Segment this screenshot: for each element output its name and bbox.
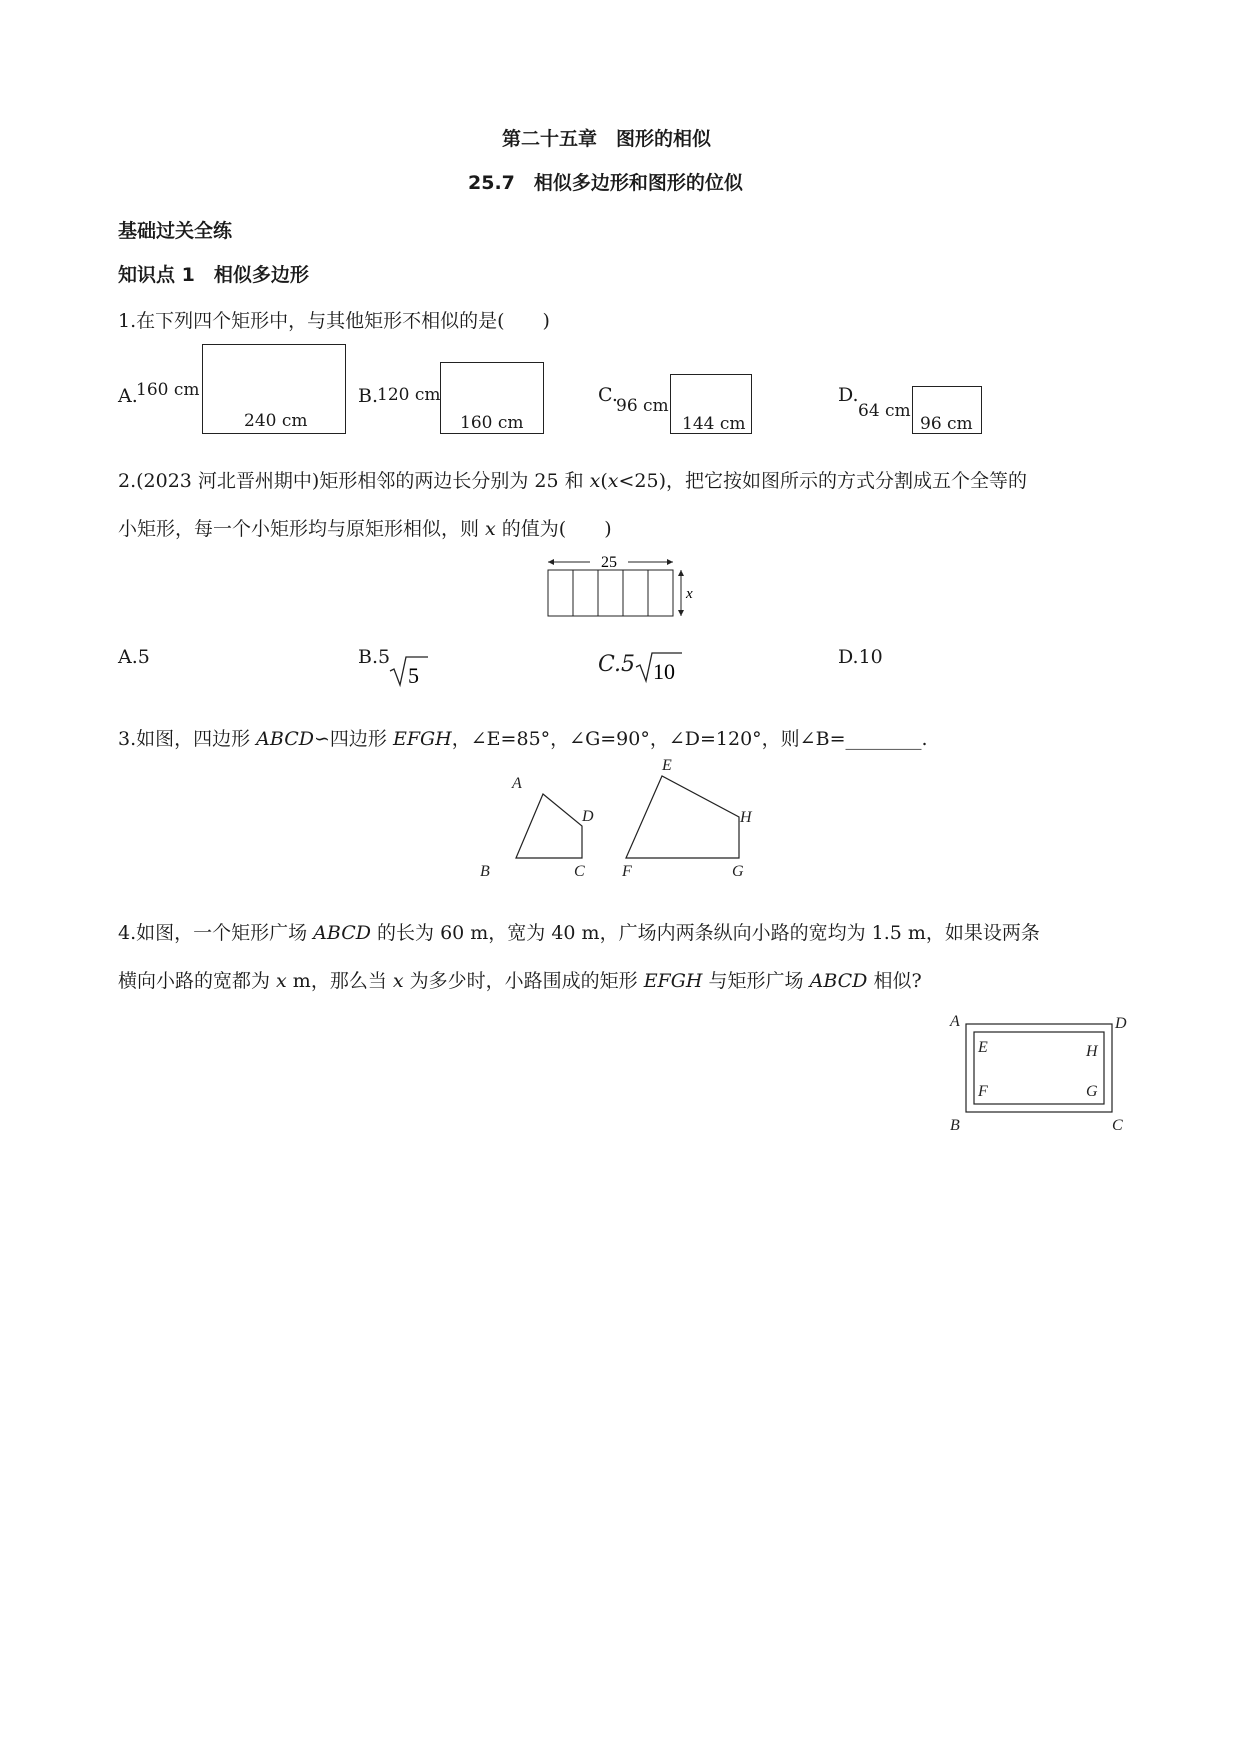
q3-stem-text: 3.如图，四边形 <box>118 728 257 750</box>
q1-option-a-width: 240 cm <box>244 411 308 431</box>
q1-option-d-width: 96 cm <box>920 414 973 434</box>
q2-figure-arrow-left <box>548 559 554 565</box>
q3-figure <box>470 754 760 884</box>
q3-sim: ∽四边形 <box>313 728 393 750</box>
q3-label-a: A <box>512 775 522 792</box>
q3-label-h: H <box>740 809 752 826</box>
q2-line-1: 2.(2023 河北晋州期中)矩形相邻的两边长分别为 25 和 x(x<25)，把它按如图所示的方式分割成五个全等的 <box>118 470 1028 492</box>
q2-figure-arrow-up <box>678 570 684 576</box>
q4-abcd-2: ABCD <box>809 970 868 992</box>
q3-stem <box>118 724 928 751</box>
q1-option-b-label: B. <box>358 385 379 407</box>
q2-line-2-text: 小矩形，每一个小矩形均与原矩形相似，则 <box>118 518 486 540</box>
q3-label-e: E <box>662 757 672 774</box>
q4-line-2 <box>118 966 922 993</box>
q1-option-c-height: 96 cm <box>616 396 669 416</box>
q4-line-1-rest: 的长为 60 m，宽为 40 m，广场内两条纵向小路的宽均为 1.5 m，如果设两条 <box>370 922 1040 944</box>
q4-efgh: EFGH <box>643 970 703 992</box>
practice-heading: 基础过关全练 <box>118 220 233 242</box>
q4-line-2-e: 相似? <box>867 970 922 992</box>
section-title: 25.7 相似多边形和图形的位似 <box>468 172 743 194</box>
q3-efgh: EFGH <box>392 728 452 750</box>
q4-label-c: C <box>1112 1117 1123 1134</box>
chapter-title: 第二十五章 图形的相似 <box>502 128 712 150</box>
q3-quad-abcd <box>516 794 582 858</box>
q4-line-2-b: m，那么当 <box>286 970 393 992</box>
knowledge-point-heading: 知识点 1 相似多边形 <box>118 264 309 286</box>
q3-stem-rest: ，∠E=85°，∠G=90°，∠D=120°，则∠B=________. <box>451 728 928 750</box>
q4-line-2-c: 为多少时，小路围成的矩形 <box>403 970 644 992</box>
q1-option-b-height: 120 cm <box>377 385 441 405</box>
q2-var-x-2: x <box>485 518 496 540</box>
q4-line-1-text: 4.如图，一个矩形广场 <box>118 922 314 944</box>
q3-label-f: F <box>622 863 632 880</box>
q1-option-c-label: C. <box>598 384 618 406</box>
q4-line-1 <box>118 918 1040 945</box>
q2-var-x: x <box>589 470 601 492</box>
q2-option-b-sqrt <box>388 654 430 688</box>
q2-option-a: A.5 <box>118 646 150 668</box>
q3-abcd: ABCD <box>256 728 314 750</box>
q4-label-b: B <box>950 1117 960 1134</box>
q4-figure <box>940 1004 1140 1136</box>
q1-option-b-width: 160 cm <box>460 413 524 433</box>
q3-label-c: C <box>574 863 585 880</box>
q2-option-d: D.10 <box>838 646 883 668</box>
q4-label-d: D <box>1115 1015 1127 1032</box>
q3-quad-efgh <box>626 776 739 858</box>
q2-line-2 <box>118 514 612 541</box>
q4-label-g: G <box>1086 1083 1098 1100</box>
q4-abcd: ABCD <box>313 922 371 944</box>
q1-option-a-height: 160 cm <box>136 380 200 400</box>
q2-option-c-sqrt <box>634 650 684 684</box>
q2-var-x-inline: x <box>607 470 619 492</box>
q2-figure-arrow-down <box>678 610 684 616</box>
q2-figure-label-25: 25 <box>601 554 617 571</box>
q1-option-a-label: A. <box>118 385 138 407</box>
q2-option-b-radicand: 5 <box>408 663 419 688</box>
q2-option-b <box>358 646 419 688</box>
q2-figure-outer-rect <box>548 570 673 616</box>
q3-label-d: D <box>582 808 594 825</box>
q1-stem: 1.在下列四个矩形中，与其他矩形不相似的是( ) <box>118 310 550 332</box>
q1-option-c-width: 144 cm <box>682 414 746 434</box>
q3-label-g: G <box>732 863 744 880</box>
q2-line-1-rest: <25)，把它按如图所示的方式分割成五个全等的 <box>618 470 1028 492</box>
q4-label-e: E <box>978 1039 988 1056</box>
q4-label-h: H <box>1086 1043 1098 1060</box>
q2-figure-arrow-right <box>667 559 673 565</box>
q2-line-2-rest: 的值为( ) <box>495 518 612 540</box>
q2-figure <box>540 550 700 624</box>
q4-label-f: F <box>978 1083 988 1100</box>
q2-option-c-prefix: C.5 <box>598 652 636 677</box>
q4-line-2-d: 与矩形广场 <box>702 970 810 992</box>
q4-label-a: A <box>950 1013 960 1030</box>
q4-x-2: x <box>392 970 404 992</box>
q4-x-1: x <box>276 970 287 992</box>
q4-inner-rect-efgh <box>974 1032 1104 1104</box>
q2-option-c-radicand: 10 <box>653 659 675 684</box>
q2-figure-label-x: x <box>686 586 693 602</box>
q1-option-d-label: D. <box>838 384 859 406</box>
q2-option-b-prefix: B.5 <box>358 646 391 668</box>
q2-line-1-text: 2.(2023 河北晋州期中)矩形相邻的两边长分别为 25 和 <box>118 470 590 492</box>
q1-option-d-height: 64 cm <box>858 401 911 421</box>
q3-label-b: B <box>480 863 490 880</box>
q4-line-2-text: 横向小路的宽都为 <box>118 970 277 992</box>
